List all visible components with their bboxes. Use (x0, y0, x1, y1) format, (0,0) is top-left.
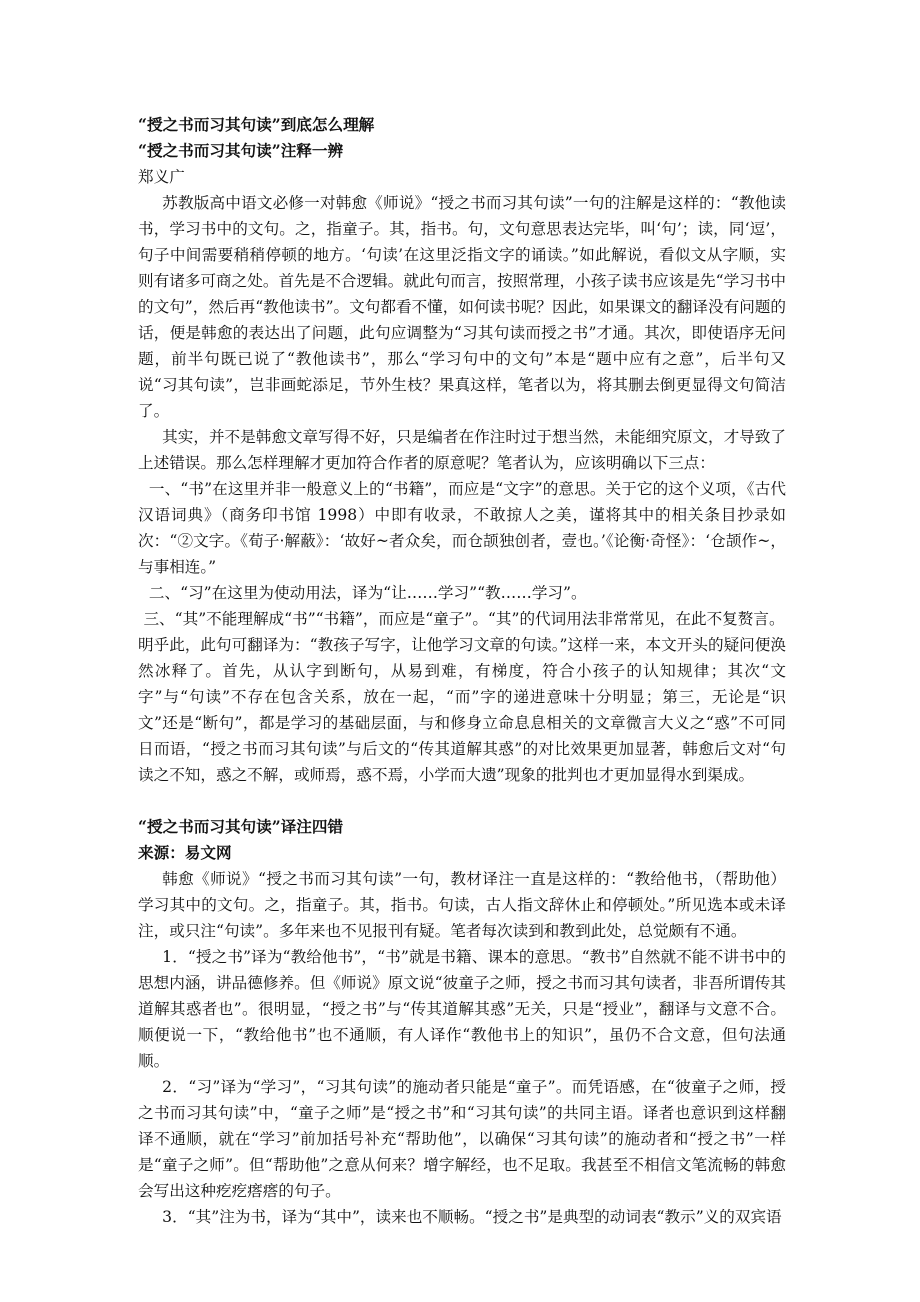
paragraph: 韩愈《师说》“授之书而习其句读”一句，教材译注一直是这样的：“教给他书，（帮助他）学习其中的文句。之，指童子。其，指书。句读，古人指文辞休止和停顿处。”所见选本或未译注，或只注“句读”。多年来也不见报刊有疑。笔者每次读到和教到此处，总觉颇有不通。 (138, 870, 786, 940)
paragraph: 2．“习”译为“学习”，“习其句读”的施动者只能是“童子”。而凭语感，在“彼童子之师，授之书而习其句读”中，“童子之师”是“授之书”和“习其句读”的共同主语。译者也意识到这样翻译不通顺，就在“学习”前加括号补充“帮助他”，以确保“习其句读”的施动者和“授之书”一样是“童子之师”。但“帮助他”之意从何来？增字解经，也不足取。我甚至不相信文笔流畅的韩愈会写出这种疙疙瘩瘩的句子。 (138, 1078, 786, 1200)
paragraph: 明乎此，此句可翻译为：“教孩子写字，让他学习文章的句读。”这样一来，本文开头的疑问便涣然冰释了。首先，从认字到断句，从易到难，有梯度，符合小孩子的认知规律；其次“文字”与“句读”不存在包含关系，放在一起，“而”字的递进意味十分明显；第三，无论是“识文”还是“断句”，都是学习的基础层面，与和修身立命息息相关的文章微言大义之“惑”不可同日而语，“授之书而习其句读”与后文的“传其道解其惑”的对比效果更加显著，韩愈后文对“句读之不知，惑之不解，或师焉，惑不焉，小学而大遗”现象的批判也才更加显得水到渠成。 (138, 636, 786, 784)
second-article-title: “授之书而习其句读”译注四错 (138, 817, 344, 836)
section-gap (138, 788, 786, 814)
paragraph: 其实，并不是韩愈文章写得不好，只是编者在作注时过于想当然，未能细究原文，才导致了上述错误。那么怎样理解才更加符合作者的原意呢？笔者认为，应该明确以下三点： (138, 428, 786, 472)
paragraph: 二、“习”在这里为使动用法，译为“让……学习”“教……学习”。 (148, 584, 587, 602)
document-page (138, 112, 786, 1230)
paragraph: 1．“授之书”译为“教给他书”，“书”就是书籍、课本的意思。“教书”自然就不能不讲书中的思想内涵，讲品德修养。但《师说》原文说“彼童子之师，授之书而习其句读者，非吾所谓传其道解其惑者也”。很明显，“授之书”与“传其道解其惑”无关，只是“授业”，翻译与文意不合。顺便说一下，“教给他书”也不通顺，有人译作“教他书上的知识”，虽仍不合文意，但句法通顺。 (138, 948, 786, 1070)
paragraph: 苏教版高中语文必修一对韩愈《师说》“授之书而习其句读”一句的注解是这样的：“教他读书，学习书中的文句。之，指童子。其，指书。句，文句意思表达完毕，叫‘句’；读，同‘逗’，句子中间需要稍稍停顿的地方。‘句读’在这里泛指文字的诵读。”如此解说，看似文从字顺，实则有诸多可商之处。首先是不合逻辑。就此句而言，按照常理，小孩子读书应该是先“学习书中的文句”，然后再“教他读书”。文句都看不懂，如何读书呢？因此，如果课文的翻译没有问题的话，便是韩愈的表达出了问题，此句应调整为“习其句读而授之书”才通。其次，即使语序无问题，前半句既已说了“教他读书”，那么“学习句中的文句”本是“题中应有之意”，后半句又说“习其句读”，岂非画蛇添足，节外生枝？果真这样，笔者以为，将其删去倒更显得文句简洁了。 (138, 194, 786, 420)
article-title: “授之书而习其句读”到底怎么理解 (138, 115, 375, 134)
author-name: 郑义广 (138, 168, 185, 186)
paragraph: 3．“其”注为书，译为“其中”，读来也不顺畅。“授之书”是典型的动词表“教示”义的双宾语 (162, 1208, 782, 1226)
paragraph: 一、“书”在这里并非一般意义上的“书籍”，而应是“文字”的意思。关于它的这个义项，《古代汉语词典》（商务印书馆 1998）中即有收录，不敢掠人之美，谨将其中的相关条目抄录如次：“②文字。《荀子·解蔽》：‘故好~者众矣，而仓颉独创者，壹也。’《论衡·奇怪》：‘仓颉作~，与事相连。” (138, 480, 786, 576)
paragraph: 三、“其”不能理解成“书”“书籍”，而应是“童子”。“其”的代词用法非常常见，在此不复赘言。 (143, 610, 785, 628)
article-subtitle: “授之书而习其句读”注释一辨 (138, 141, 344, 160)
source-line: 来源：易文网 (138, 843, 232, 862)
